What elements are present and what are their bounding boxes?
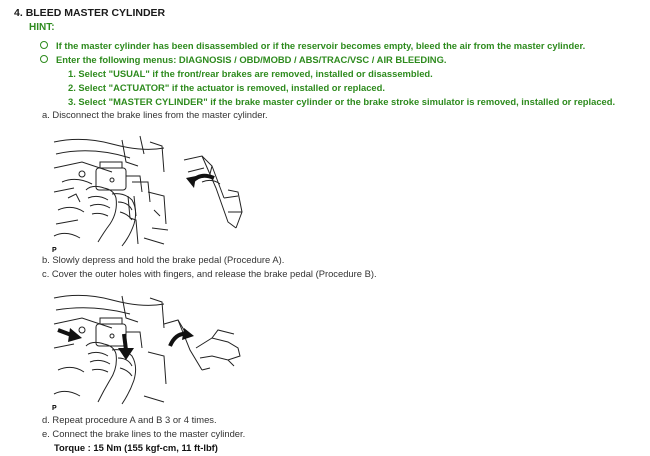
hint-item: If the master cylinder has been disassembled or if the reservoir becomes empty, bleed the air from the master cylinder. xyxy=(40,40,585,51)
sub-hint-item: 1. Select "USUAL" if the front/rear brakes are removed, installed or disassembled. xyxy=(68,68,433,79)
sub-hint-item: 3. Select "MASTER CYLINDER" if the brake master cylinder or the brake stroke simulator is removed, installed or replaced. xyxy=(68,96,616,107)
procedure-heading xyxy=(14,7,165,19)
figure-disconnect-brake-lines xyxy=(52,132,244,254)
sub-hint-item: 2. Select "ACTUATOR" if the actuator is removed, installed or replaced. xyxy=(68,82,385,93)
circle-bullet-icon xyxy=(40,55,48,63)
circle-bullet-icon xyxy=(40,41,48,49)
hint-item: Enter the following menus: DIAGNOSIS / OBD/MOBD / ABS/TRAC/VSC / AIR BLEEDING. xyxy=(40,54,446,65)
figure-1-label: P xyxy=(52,247,57,254)
cover-holes-illustration xyxy=(52,290,244,412)
hint-label: HINT: xyxy=(29,22,55,33)
brake-lines-illustration xyxy=(52,132,244,254)
torque-spec: Torque : 15 Nm (155 kgf-cm, 11 ft-lbf) xyxy=(54,442,218,453)
figure-2-label: P xyxy=(52,405,57,412)
step-b: b. Slowly depress and hold the brake pedal (Procedure A). xyxy=(42,254,285,265)
step-e: e. Connect the brake lines to the master cylinder. xyxy=(42,428,246,439)
step-a: a. Disconnect the brake lines from the master cylinder. xyxy=(42,109,268,120)
procedure-number: 4. xyxy=(14,7,23,19)
figure-cover-outer-holes xyxy=(52,290,244,412)
step-d: d. Repeat procedure A and B 3 or 4 times. xyxy=(42,414,217,425)
step-c: c. Cover the outer holes with fingers, and release the brake pedal (Procedure B). xyxy=(42,268,377,279)
procedure-title: BLEED MASTER CYLINDER xyxy=(25,7,166,19)
